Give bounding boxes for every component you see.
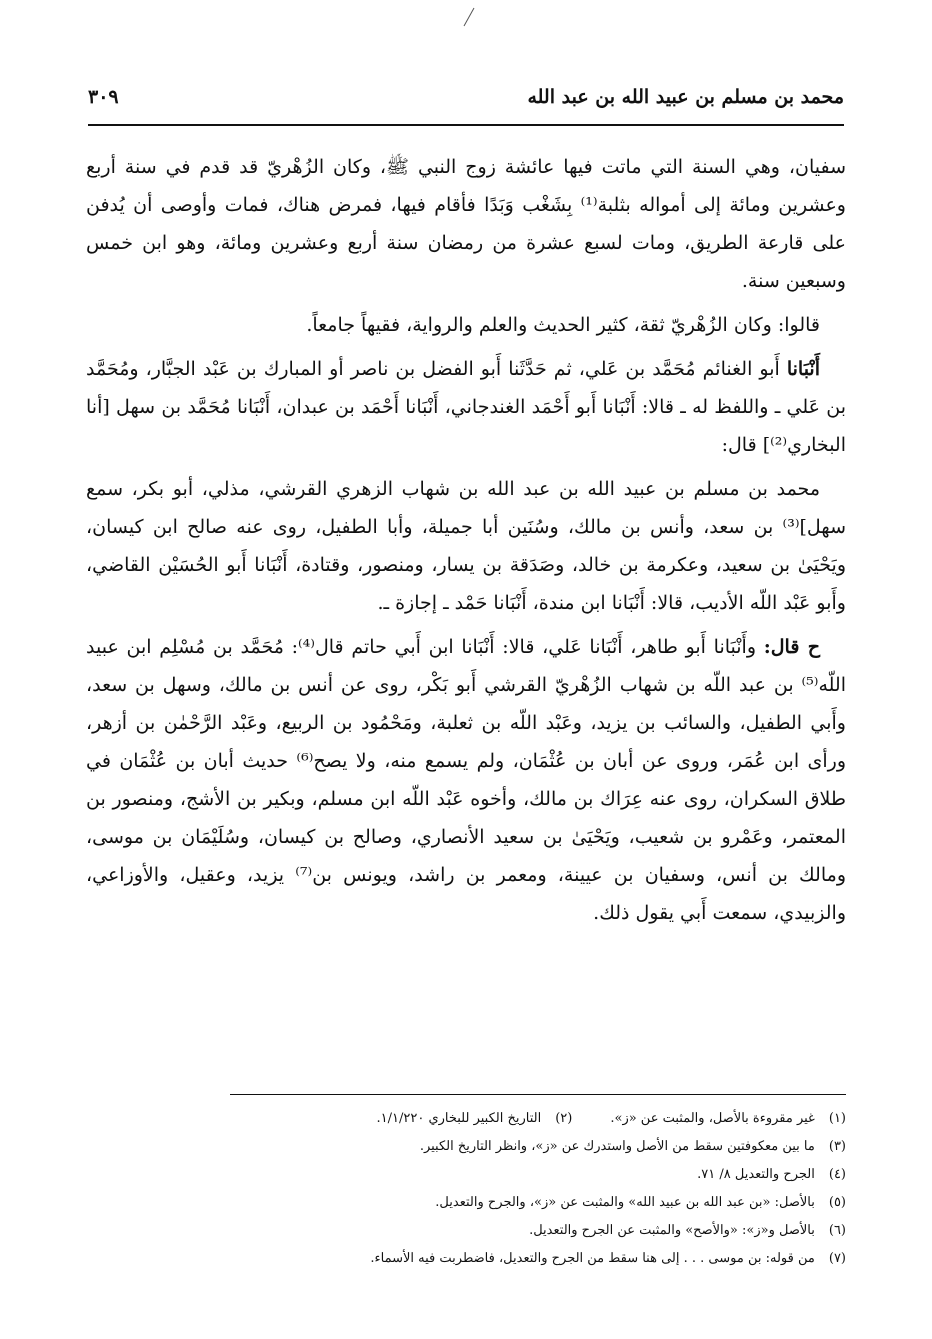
paragraph-3	[86, 350, 846, 464]
footnote-1	[610, 1105, 846, 1133]
footnote-6-number: (٦)	[828, 1223, 846, 1238]
page-number: ٣٠٩	[88, 86, 119, 108]
paragraph-2: قالوا: وكان الزُهْريّ ثقة، كثير الحديث والعلم والرواية، فقيهاً جامعاً.	[306, 314, 820, 336]
footnote-5	[230, 1189, 846, 1217]
footnote-1-number: (١)	[828, 1111, 846, 1126]
footnote-7	[230, 1245, 846, 1273]
footnote-4	[230, 1161, 846, 1189]
footnotes-section	[230, 1094, 846, 1273]
scan-speck-mark	[462, 6, 476, 28]
footnote-3-text: ما بين معكوفتين سقط من الأصل واستدرك عن «ز»، وانظر التاريخ الكبير.	[419, 1139, 815, 1154]
paragraph-4: محمد بن مسلم بن عبيد الله بن عبد الله بن شهاب الزهري القرشي، مذلي، أبو بكر، سمع سهل]⁽³⁾ بن سعد، وأنس بن مالك، وسُنَين أبا جميلة، وأبا الطفيل، روى عنه صالح ابن كيسان، ويَحْيَىٰ بن سعيد، وعكرمة بن خالد، وصَدَقة بن يسار، ومنصور، وقتادة، أَنْبَانا أَبو الحُسَيْن القاضي، وأَبو عَبْد اللّه الأديب، قالا: أَنْبَانا ابن مندة، أَنْبَانا حَمْد ـ إجازة ـ.	[86, 478, 846, 614]
footnote-3-number: (٣)	[828, 1139, 846, 1154]
paragraph-3-lead-word: أَنْبَانا	[786, 358, 820, 380]
footnote-6	[230, 1217, 846, 1245]
paragraph-5	[86, 628, 846, 932]
footnote-4-number: (٤)	[828, 1167, 846, 1182]
paragraph-5-lead-word: ح قال:	[763, 636, 820, 658]
footnote-7-number: (٧)	[828, 1251, 846, 1266]
running-head-title: محمد بن مسلم بن عبيد الله بن عبد الله	[527, 86, 844, 108]
footnote-4-text: الجرح والتعديل ٨/ ٧١.	[697, 1167, 815, 1182]
paragraph-5-text: وأَنْبَانا أَبو طاهر، أَنْبَانا عَلي، قالا: أَنْبَانا ابن أَبي حاتم قال⁽⁴⁾: مُحَمَّد بن مُسْلِم ابن عبيد اللّه⁽⁵⁾ بن عبد اللّه بن شهاب الزُهْريّ القرشي أَبو بَكْر، روى عن أنس بن مالك، وسهل بن سعد، وأَبي الطفيل، والسائب بن يزيد، وعَبْد اللّه بن ثعلبة، ومَحْمُود بن الربيع، وعَبْد الرَّحْمٰن بن أزهر، ورأى ابن عُمَر، وروى عن أبان بن عُثْمَان، ولم يسمع منه، ولا يصح⁽⁶⁾ حديث أبان بن عُثْمَان في طلاق السكران، روى عنه عِرَاك بن مالك، وأخوه عَبْد اللّه ابن مسلم، وبكير بن الأشج، ومنصور بن المعتمر، وعَمْرو بن شعيب، ويَحْيَىٰ بن سعيد الأنصاري، وصالح بن كيسان، وسُلَيْمَان بن موسى، ومالك بن أنس، وسفيان بن عيينة، ومعمر بن راشد، ويونس بن⁽⁷⁾ يزيد، وعقيل، والأوزاعي، والزبيدي، سمعت أَبي يقول ذلك.	[86, 636, 846, 924]
footnote-3	[230, 1133, 846, 1161]
footnote-2	[377, 1105, 573, 1133]
main-text	[86, 148, 846, 938]
footnote-1-text: غير مقروءة بالأصل، والمثبت عن «ز».	[610, 1111, 815, 1126]
paragraph-3-text: أَبو الغنائم مُحَمَّد بن عَلي، ثم حَدَّثَنا أَبو الفضل بن ناصر أو المبارك بن عَبْد الجبَّار، ومُحَمَّد بن عَلي ـ واللفظ له ـ قالا: أَنْبَانا أَبو أَحْمَد الغندجاني، أَنْبَانا أَحْمَد بن عبدان، أَنْبَانا مُحَمَّد بن سهل [أنا البخاري⁽²⁾] قال:	[86, 358, 846, 456]
footnote-2-text: التاريخ الكبير للبخاري ١/١/٢٢٠.	[376, 1111, 542, 1126]
paragraph-1: سفيان، وهي السنة التي ماتت فيها عائشة زوج النبي ﷺ، وكان الزُهْريّ قد قدم في سنة أربع وعشرين ومائة إلى أمواله بثلبة⁽¹⁾ بِشَغْب وَبَدًا فأقام فيها، فمرض هناك، فمات وأوصى أن يُدفن على قارعة الطريق، ومات لسبع عشرة من رمضان سنة أربع وعشرين ومائة، وهو ابن خمس وسبعين سنة.	[86, 156, 846, 292]
footnote-6-text: بالأصل و«ز»: «والأصح» والمثبت عن الجرح والتعديل.	[529, 1223, 815, 1238]
footnote-5-number: (٥)	[828, 1195, 846, 1210]
footnote-row-1-2	[230, 1105, 846, 1133]
footnote-5-text: بالأصل: «بن عبد الله بن عبيد الله» والمثبت عن «ز»، والجرح والتعديل.	[435, 1195, 815, 1210]
footnote-2-number: (٢)	[555, 1111, 573, 1126]
page-header	[88, 84, 844, 126]
footnote-7-text: من قوله: بن موسى . . . إلى هنا سقط من الجرح والتعديل، فاضطربت فيه الأسماء.	[370, 1251, 815, 1266]
